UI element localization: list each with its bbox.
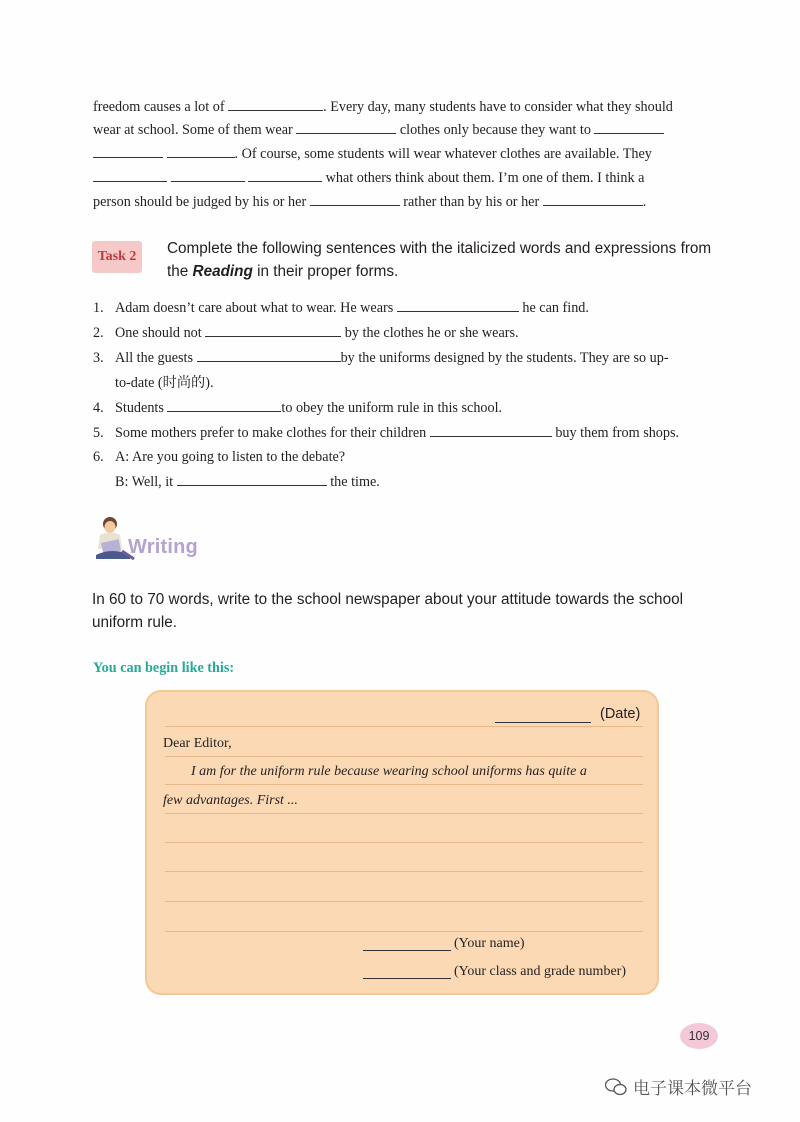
task-item-6-b: B: Well, it the time. bbox=[115, 474, 380, 490]
writing-prompt: In 60 to 70 words, write to the school newspaper about your attitude towards the school uniform rule. bbox=[92, 591, 683, 631]
passage-text: freedom causes a lot of bbox=[93, 99, 225, 115]
page-number: 109 bbox=[680, 1023, 718, 1049]
answer-blank[interactable] bbox=[397, 298, 519, 312]
answer-blank[interactable] bbox=[296, 120, 396, 134]
answer-blank[interactable] bbox=[543, 192, 643, 206]
task-item-3-cont: to-date (时尚的). bbox=[115, 375, 214, 391]
letter-template-box bbox=[145, 690, 659, 995]
date-label: (Date) bbox=[600, 706, 641, 722]
answer-blank[interactable] bbox=[248, 168, 322, 182]
passage-text: . Every day, many students have to consider what they should bbox=[323, 99, 673, 115]
writing-title: Writing bbox=[128, 536, 198, 558]
your-name-label: (Your name) bbox=[454, 936, 525, 951]
date-blank[interactable] bbox=[495, 709, 591, 723]
task-item-3: 3. All the guests by the uniforms designed by the students. They are so up- bbox=[93, 350, 669, 366]
answer-blank[interactable] bbox=[205, 323, 341, 337]
letter-greeting: Dear Editor, bbox=[163, 736, 232, 751]
passage-line-3 bbox=[93, 144, 711, 164]
answer-blank[interactable] bbox=[167, 144, 235, 158]
task-item-2: 2. One should not by the clothes he or she wears. bbox=[93, 325, 519, 341]
writing-heading bbox=[92, 515, 252, 563]
answer-blank[interactable] bbox=[171, 168, 245, 182]
answer-blank[interactable] bbox=[430, 423, 552, 437]
passage-text: . Of course, some students will wear whatever clothes are available. They bbox=[234, 146, 652, 162]
task-item-1: 1. Adam doesn’t care about what to wear. He wears he can find. bbox=[93, 300, 589, 316]
letter-body-line-1: I am for the uniform rule because wearing school uniforms has quite a bbox=[191, 764, 587, 779]
passage-text: person should be judged by his or her bbox=[93, 194, 307, 210]
watermark bbox=[605, 1074, 752, 1099]
your-class-label: (Your class and grade number) bbox=[454, 964, 626, 979]
answer-blank[interactable] bbox=[177, 472, 327, 486]
passage-text: what others think about them. I’m one of them. I think a bbox=[325, 170, 645, 186]
answer-blank[interactable] bbox=[228, 97, 323, 111]
answer-blank[interactable] bbox=[310, 192, 400, 206]
watermark-text: 电子课本微平台 bbox=[633, 1079, 752, 1099]
your-class-blank[interactable] bbox=[363, 965, 451, 979]
passage-line-4 bbox=[93, 168, 711, 188]
answer-blank[interactable] bbox=[594, 120, 664, 134]
passage-line-5 bbox=[93, 192, 711, 212]
wechat-icon bbox=[605, 1078, 627, 1096]
passage-text: rather than by his or her bbox=[403, 194, 540, 210]
passage-text: wear at school. Some of them wear bbox=[93, 122, 293, 138]
task-2-badge: Task 2 bbox=[92, 241, 142, 273]
task-item-6: 6. A: Are you going to listen to the debate? bbox=[93, 449, 346, 465]
task-item-4: 4. Students to obey the uniform rule in this school. bbox=[93, 400, 503, 416]
your-name-blank[interactable] bbox=[363, 937, 451, 951]
answer-blank[interactable] bbox=[93, 168, 167, 182]
answer-blank[interactable] bbox=[197, 348, 341, 362]
passage-text: . bbox=[642, 194, 647, 210]
answer-blank[interactable] bbox=[93, 144, 163, 158]
passage-line-1 bbox=[93, 97, 711, 117]
passage-text: clothes only because they want to bbox=[399, 122, 591, 138]
letter-body-line-2: few advantages. First ... bbox=[163, 793, 298, 808]
task-item-5: 5. Some mothers prefer to make clothes for their children buy them from shops. bbox=[93, 425, 680, 441]
passage-line-2 bbox=[93, 120, 711, 140]
answer-blank[interactable] bbox=[167, 398, 281, 412]
task-2-instruction: Complete the following sentences with the italicized words and expressions from the Reading in their proper forms. bbox=[167, 240, 712, 280]
begin-label: You can begin like this: bbox=[93, 660, 235, 676]
